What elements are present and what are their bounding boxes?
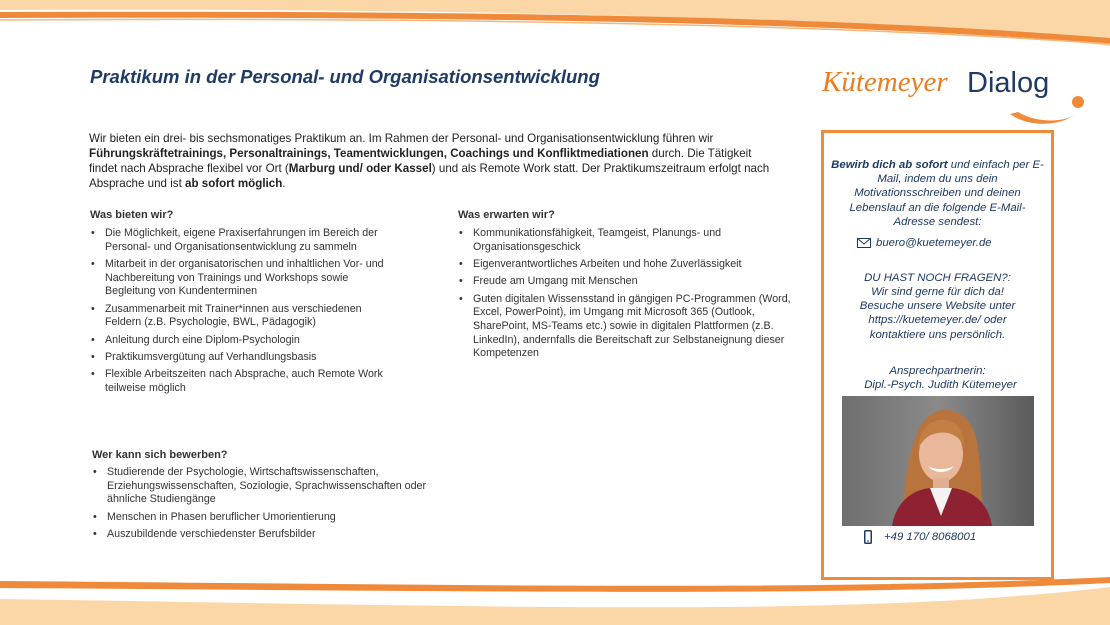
list-item: • Flexible Arbeitszeiten nach Absprache, auch Remote Work teilweise möglich xyxy=(90,368,400,395)
phone-number[interactable]: +49 170/ 8068001 xyxy=(884,531,977,543)
list-item: • Eigenverantwortliches Arbeiten und hohe Zuverlässigkeit xyxy=(458,258,798,272)
offer-heading: Was bieten wir? xyxy=(90,209,174,221)
list-item: • Mitarbeit in der organisatorischen und inhaltlichen Vor- und Nachbereitung von Trainings und Workshops sowie Begleitung von Kundenterminen xyxy=(90,258,400,299)
phone-row[interactable] xyxy=(864,530,976,544)
contact-person-name: Dipl.-Psych. Judith Kütemeyer xyxy=(864,379,1017,391)
logo-text-kuetemeyer: Kütemeyer xyxy=(822,66,948,98)
envelope-icon xyxy=(857,238,871,248)
offer-list xyxy=(90,227,400,399)
contact-portrait-photo xyxy=(842,396,1034,526)
expect-list xyxy=(458,227,798,365)
questions-text: Wir sind gerne für dich da! Besuche unsere Website unter https://kuetemeyer.de/ oder kontaktiere uns persönlich. xyxy=(859,286,1016,341)
who-list xyxy=(92,466,437,545)
company-logo xyxy=(822,64,1092,126)
contact-person-label: Ansprechpartnerin: xyxy=(889,365,986,377)
email-row[interactable] xyxy=(857,237,992,249)
logo-text-dialog: Dialog xyxy=(967,67,1050,99)
list-item: • Die Möglichkeit, eigene Praxiserfahrungen im Bereich der Personal- und Organisationsentwicklung zu sammeln xyxy=(90,227,400,254)
page-title: Praktikum in der Personal- und Organisationsentwicklung xyxy=(90,66,600,87)
top-wave-decoration xyxy=(0,0,1110,48)
questions-heading: DU HAST NOCH FRAGEN?: xyxy=(864,272,1011,284)
intro-paragraph: Wir bieten ein drei- bis sechsmonatiges Praktikum an. Im Rahmen der Personal- und Organisationsentwicklung führen wir Führungskräftetrainings, Personaltrainings, Teamentwicklungen, Coachings und Konfliktmediationen durch. Die Tätigkeit findet nach Absprache flexibel vor Ort (Marburg und/ oder Kassel) und als Remote Work statt. Der Praktikumszeitraum erfolgt nach Absprache und ist ab sofort möglich. xyxy=(89,132,770,190)
contact-box xyxy=(821,130,1054,580)
list-item: • Studierende der Psychologie, Wirtschaftswissenschaften, Erziehungswissenschaften, Soziologie, Sprachwissenschaften oder ähnliche Studiengänge xyxy=(92,466,437,507)
email-link[interactable]: buero@kuetemeyer.de xyxy=(876,237,992,249)
list-item: • Praktikumsvergütung auf Verhandlungsbasis xyxy=(90,351,400,365)
mobile-phone-icon xyxy=(864,530,872,544)
list-item: • Anleitung durch eine Diplom-Psychologin xyxy=(90,334,400,348)
list-item: • Menschen in Phasen beruflicher Umorientierung xyxy=(92,511,437,525)
expect-heading: Was erwarten wir? xyxy=(458,209,555,221)
who-heading: Wer kann sich bewerben? xyxy=(92,449,228,461)
apply-text: Bewirb dich ab sofort und einfach per E-Mail, indem du uns dein Motivationsschreiben und deinen Lebenslauf an die folgende E-Mail-Adresse sendest: xyxy=(831,159,1044,228)
list-item: • Guten digitalen Wissensstand in gängigen PC-Programmen (Word, Excel, PowerPoint), im Umgang mit Microsoft 365 (Outlook, SharePoint, MS-Teams etc.) sowie in digitalen Plattformen (z.B. LinkedIn), andernfalls die Bereitschaft zur Selbstaneignung dieser Kompetenzen xyxy=(458,293,798,361)
list-item: • Zusammenarbeit mit Trainer*innen aus verschiedenen Feldern (z.B. Psychologie, BWL, Pädagogik) xyxy=(90,303,400,330)
list-item: • Kommunikationsfähigkeit, Teamgeist, Planungs- und Organisationsgeschick xyxy=(458,227,798,254)
bottom-wave-decoration xyxy=(0,573,1110,625)
list-item: • Freude am Umgang mit Menschen xyxy=(458,275,798,289)
list-item: • Auszubildende verschiedenster Berufsbilder xyxy=(92,528,437,542)
logo-swoosh-icon xyxy=(1008,84,1092,124)
